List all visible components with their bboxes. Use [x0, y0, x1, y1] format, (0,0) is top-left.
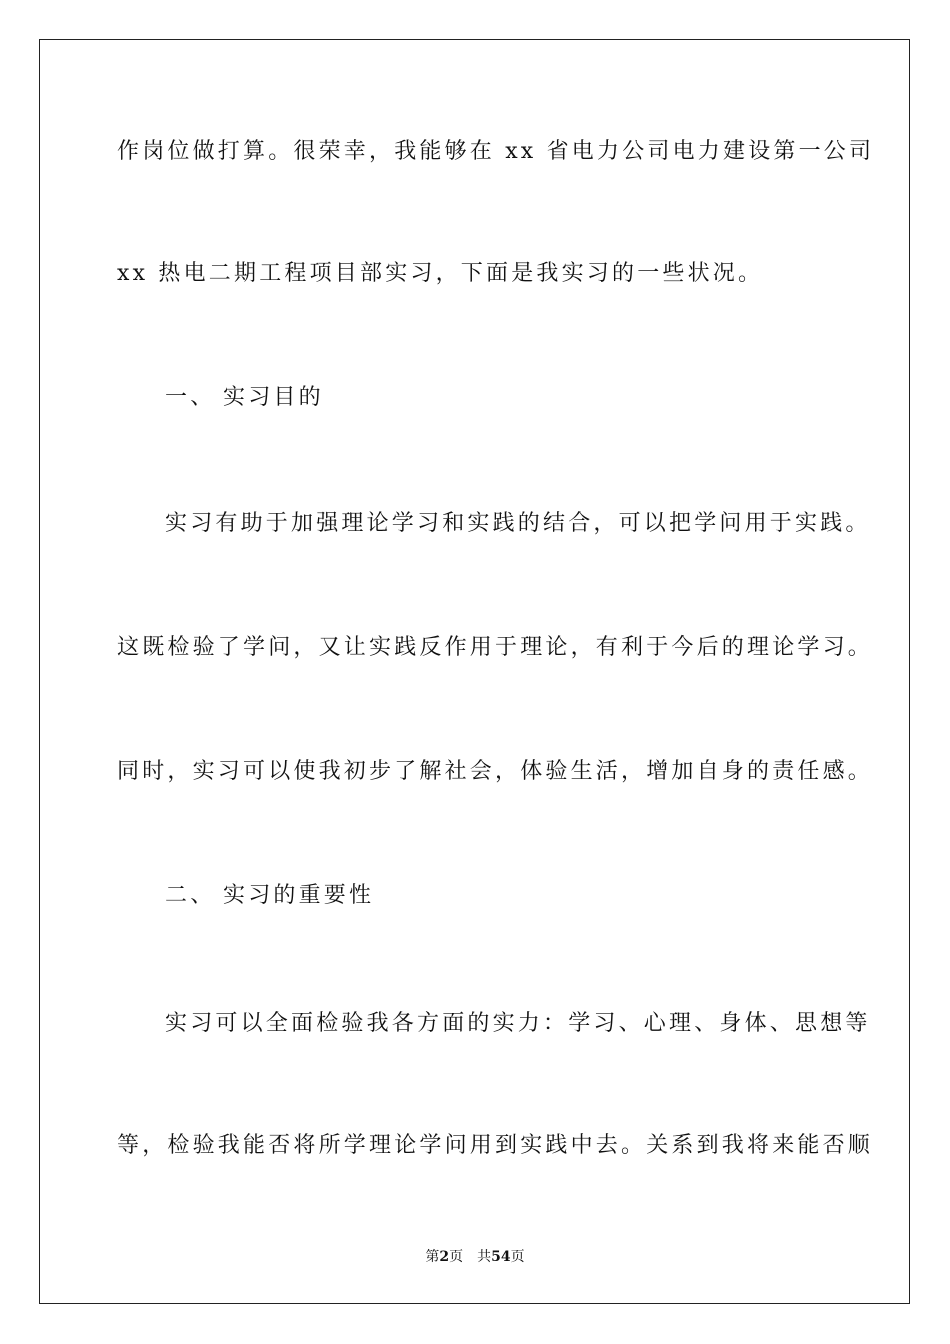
body-line-1: 作岗位做打算。很荣幸，我能够在 xx 省电力公司电力建设第一公司 [117, 139, 875, 164]
section2-line-1: 实习可以全面检验我各方面的实力：学习、心理、身体、思想等 [165, 1011, 871, 1036]
page-frame [39, 39, 910, 1304]
section1-line-2: 这既检验了学问，又让实践反作用于理论，有利于今后的理论学习。 [117, 635, 874, 660]
section-heading-1 [165, 384, 324, 412]
total-suffix: 页 [510, 1249, 525, 1265]
section2-line-2: 等，检验我能否将所学理论学问用到实践中去。关系到我将来能否顺 [117, 1133, 874, 1158]
section-title-2: 实习的重要性 [223, 883, 375, 908]
section1-line-1: 实习有助于加强理论学习和实践的结合，可以把学问用于实践。 [165, 511, 871, 536]
section-number-1: 一、 [165, 385, 216, 410]
section1-line-3: 同时，实习可以使我初步了解社会，体验生活，增加自身的责任感。 [117, 759, 874, 784]
section-heading-2 [165, 882, 374, 910]
section-title-1: 实习目的 [223, 385, 324, 410]
page-suffix: 页 [449, 1249, 464, 1265]
page-prefix: 第 [425, 1249, 440, 1265]
page-footer [0, 1248, 950, 1266]
section-number-2: 二、 [165, 883, 216, 908]
page-number: 2 [439, 1249, 450, 1265]
total-prefix: 共 [477, 1249, 492, 1265]
body-line-2: xx 热电二期工程项目部实习，下面是我实习的一些状况。 [117, 261, 764, 286]
total-pages: 54 [491, 1249, 511, 1265]
